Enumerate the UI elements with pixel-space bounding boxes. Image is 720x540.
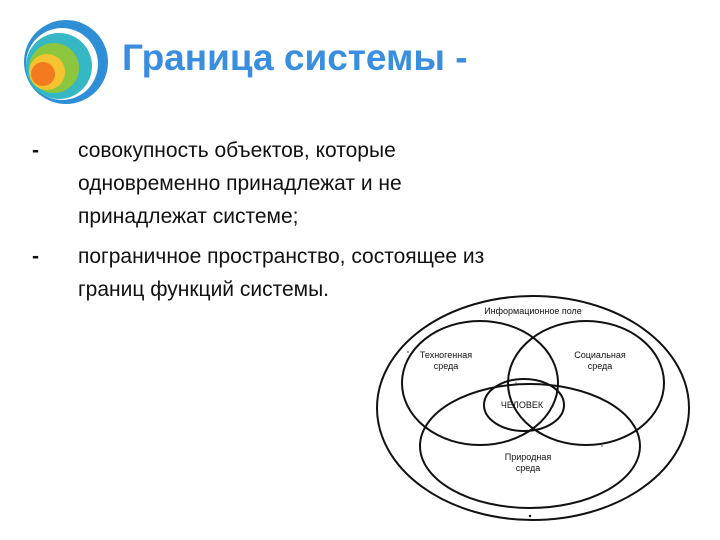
bullet-line: принадлежат системе;	[78, 205, 299, 228]
bullet-line: совокупность объектов, которые	[78, 139, 396, 162]
right-label-line: среда	[587, 361, 613, 371]
dot-mark	[515, 382, 517, 384]
bullet-line: одновременно принадлежат и не	[78, 172, 402, 195]
dot-mark	[407, 351, 409, 353]
logo-concentric-circles	[14, 14, 110, 110]
bullet-line: границ функций системы.	[78, 278, 330, 301]
center-label: ЧЕЛОВЕК	[500, 400, 544, 410]
left-label-line: Техногенная	[419, 350, 473, 360]
venn-diagram	[368, 288, 698, 528]
bullet-list	[28, 134, 668, 313]
outer-label: Информационное поле	[484, 306, 582, 316]
bottom-label-line: Природная	[504, 452, 552, 462]
bullet-marker: -	[32, 245, 39, 268]
page-title: Граница системы -	[122, 37, 468, 78]
bottom-label-line: среда	[515, 463, 541, 473]
left-label-line: среда	[433, 361, 459, 371]
bullet-line: пограничное пространство, состоящее из	[78, 245, 485, 268]
dot-mark	[529, 515, 531, 517]
right-label-line: Социальная	[574, 350, 626, 360]
right-circle	[508, 321, 664, 445]
bullet-marker: -	[32, 139, 39, 162]
dot-mark	[601, 445, 603, 447]
bullet-item	[28, 134, 668, 233]
